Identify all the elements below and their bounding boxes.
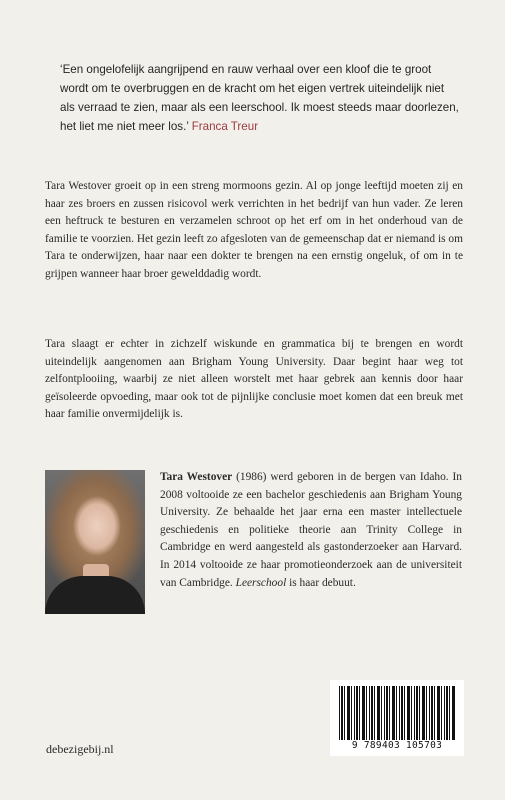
book-title: Leerschool — [235, 576, 287, 589]
author-photo-shirt — [45, 576, 145, 614]
quote-text: ‘Een ongelofelijk aangrijpend en rauw verhaal over een kloof die te groot wordt om te overbruggen en de kracht om het eigen vertrek uiteindelijk niet als verraad te zien, maar als een leerschool. Ik moest steeds maar doorlezen, het liet me niet meer los.’ — [60, 63, 459, 133]
isbn-barcode — [330, 680, 464, 756]
bio-text-part2: is haar debuut. — [286, 576, 356, 589]
author-name: Tara Westover — [160, 471, 233, 483]
quote-author: Franca Treur — [191, 120, 259, 133]
isbn-number: 9 789403 105703 — [351, 740, 443, 751]
author-photo — [45, 470, 145, 614]
author-bio — [160, 469, 462, 592]
barcode-bars — [339, 686, 455, 740]
blurb-quote — [60, 60, 460, 136]
bio-text-part1: (1986) werd geboren in de bergen van Idaho. In 2008 voltooide ze een bachelor geschiedenis aan Brigham Young University. Ze behaalde het jaar erna een master intellectuele geschiedenis en politieke theorie aan Trinity College in Cambridge en werd aangesteld als gastonderzoeker aan Harvard. In 2014 voltooide ze haar promotieonderzoek aan de universiteit van Cambridge. — [160, 471, 462, 589]
publisher-website: debezigebij.nl — [46, 742, 114, 756]
synopsis-paragraph-2: Tara slaagt er echter in zichzelf wiskunde en grammatica bij te brengen en wordt uiteindelijk aangenomen aan Brigham Young University. Daar begint haar weg tot zelfontplooiing, waarbij ze niet alleen worstelt met haar gebrek aan kennis door haar geïsoleerde opvoeding, maar ook tot de pijnlijke conclusie moet komen dat een breuk met haar familie onvermijdelijk is. — [45, 338, 463, 421]
synopsis-paragraph-1: Tara Westover groeit op in een streng mormoons gezin. Al op jonge leeftijd moeten zij en haar zes broers en zussen risicovol werk verrichten in het bedrijf van hun vader. Ze leren een heftruck te besturen en verzamelen schroot op het erf om in het onderhoud van de familie te voorzien. Het gezin leeft zo afgesloten van de gemeenschap dat er niemand is om Tara te onderwijzen, haar naar een dokter te brengen na een ernstig ongeluk, of om in te grijpen wanneer haar broer gewelddadig wordt. — [45, 180, 463, 280]
